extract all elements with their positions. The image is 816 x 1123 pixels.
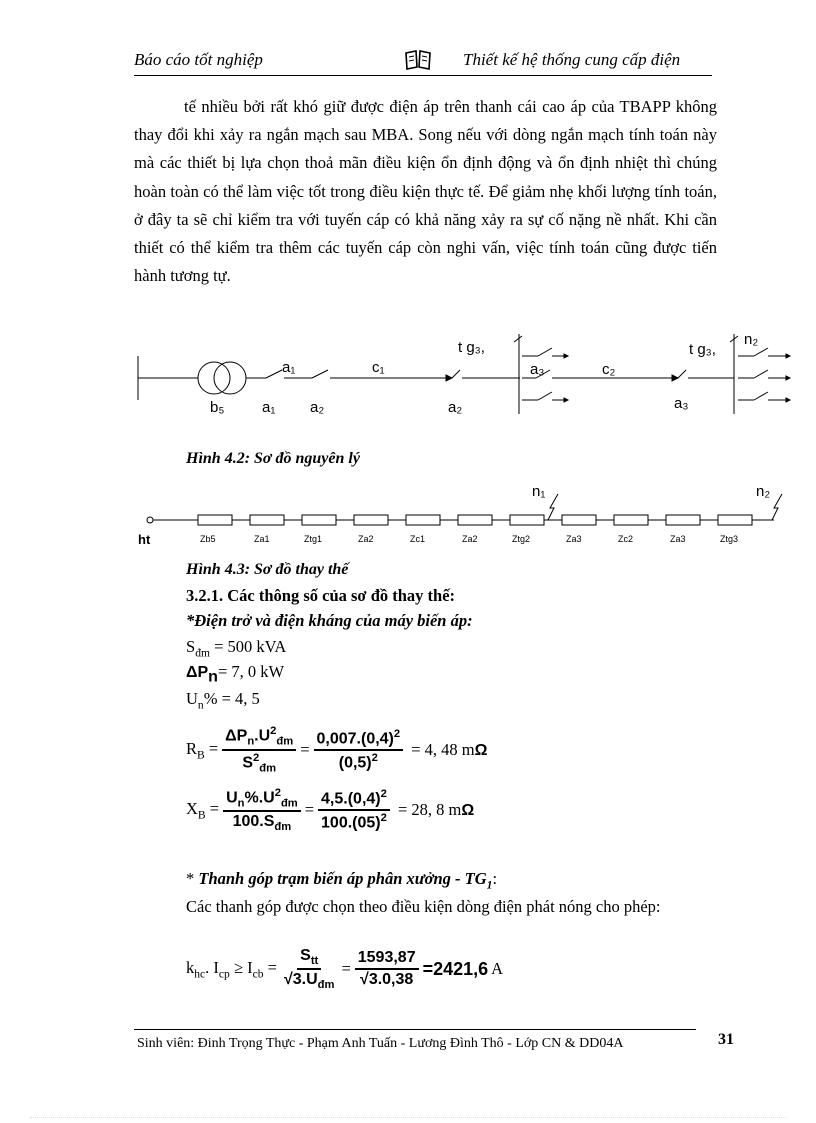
header-left: Báo cáo tốt nghiệp	[134, 50, 263, 69]
impedance-label: Za2	[358, 534, 374, 544]
xb-equation: $X_B$ = $\frac{U_n\%.U^2_{đm}}{100.S_{đm}}$ = $\frac{4,5.(0,4)^2}{100.(05)^2}$ = 28, 8 mΩ	[186, 786, 475, 834]
label-n2-equivalent: n₂	[756, 483, 771, 500]
equivalent-circuit-diagram	[134, 480, 804, 550]
label-ht: ht	[138, 532, 151, 547]
label-n1: n₁	[532, 483, 546, 500]
open-book-icon	[404, 50, 432, 75]
label-a1-bottom: a₁	[262, 399, 276, 416]
footer-rule	[134, 1029, 696, 1030]
rb-equation: $R_B$ = $\frac{\Delta P_n.U^2_{đm}}{S^2_{đm}}$ = $\frac{0,007.(0,4)^2}{(0,5)^2}$ = 4, 48 mΩ	[186, 725, 488, 775]
current-equation: $k_{hc}$. $I_{cp} \ge I_{cb}$ = $\frac{S_{tt}}{√3.U_{đm}}$ = $\frac{1593,87}{√3.0,38}$ =2421,6 A	[186, 946, 504, 992]
body-paragraph: tế nhiều bởi rất khó giữ được điện áp trên thanh cái cao áp của TBAPP không thay đổi khi xảy ra ngắn mạch sau MBA. Song nếu với dòng ngắn mạch tính toán này mà các thiết bị lựa chọn thoả mãn điều kiện ổn định động và ổn định nhiệt thì chúng hoàn toàn có thể làm việc tốt trong điều kiện thực tế. Để giảm nhẹ khối lượng tính toán, ở đây ta sẽ chỉ kiểm tra với tuyến cáp có khả năng xảy ra sự cố nặng nề nhất. Khi cần thiết có thể kiểm tra thêm các tuyến cáp còn nghi vấn, việc tính toán cũng được tiến hành tương tự.	[134, 97, 717, 286]
short-circuit-voltage-line: $U_n\% = 4$, 5	[186, 689, 260, 712]
label-a3-mid: a₃	[530, 361, 545, 378]
page-number: 31	[718, 1031, 734, 1048]
rated-power-line: $S_{đm} = 500$ kVA	[186, 637, 287, 660]
page-bottom-border	[30, 1117, 786, 1118]
label-a2-bottom-2: a₂	[448, 399, 463, 416]
impedance-label: Ztg3	[720, 534, 739, 544]
impedance-label: Za2	[462, 534, 478, 544]
impedance-label: Za3	[566, 534, 582, 544]
impedance-label: Ztg2	[512, 534, 531, 544]
label-a3-bottom: a₃	[674, 395, 689, 412]
impedance-label: Za3	[670, 534, 686, 544]
principle-diagram	[134, 328, 804, 422]
section-subheading: *Điện trở và điện kháng của máy biến áp:	[186, 611, 473, 630]
label-b5: b₅	[210, 399, 225, 416]
label-c2: c₂	[602, 361, 616, 378]
short-circuit-loss-line: $\Delta P_n= 7$, 0 kW	[186, 662, 285, 686]
figure-caption-4-3: Hình 4.3: Sơ đồ thay thế	[186, 561, 349, 578]
header-rule	[134, 75, 712, 76]
impedance-label: Zc1	[410, 534, 426, 544]
impedance-label: Zb5	[200, 534, 216, 544]
impedance-label: Za1	[254, 534, 270, 544]
section-heading: 3.2.1. Các thông số của sơ đồ thay thế:	[186, 586, 456, 605]
footer-text: Sinh viên: Đinh Trọng Thực - Phạm Anh Tuấn - Lương Đình Thô - Lớp CN & DD04A	[137, 1036, 624, 1051]
figure-caption-4-2: Hình 4.2: Sơ đồ nguyên lý	[186, 450, 360, 467]
busbar-paragraph: Các thanh góp được chọn theo điều kiện dòng điện phát nóng cho phép:	[186, 897, 661, 916]
label-a1-top: a₁	[282, 359, 296, 376]
label-tg3-left: t g₃,	[458, 339, 485, 356]
label-a2-bottom-1: a₂	[310, 399, 325, 416]
label-tg3-right: t g₃,	[689, 341, 716, 358]
label-c1: c₁	[372, 359, 385, 376]
header-right: Thiết kế hệ thống cung cấp điện	[463, 50, 681, 69]
impedance-label: Ztg1	[304, 534, 323, 544]
busbar-heading: * Thanh góp trạm biến áp phân xưởng - $TG_1$:	[186, 869, 498, 892]
label-n2: n₂	[744, 331, 759, 348]
impedance-label: Zc2	[618, 534, 634, 544]
